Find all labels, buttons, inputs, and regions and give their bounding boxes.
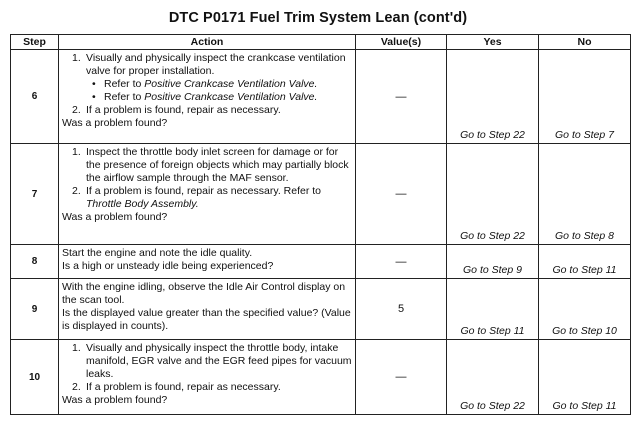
step-number: 10 (11, 340, 59, 415)
yes-action[interactable]: Go to Step 22 (447, 50, 539, 144)
bullet-prefix: Refer to (104, 91, 145, 103)
table-row (11, 340, 631, 415)
action-item: Inspect the throttle body inlet screen for damage or for the presence of foreign objects which may partially block the airflow sample through the MAF sensor. (86, 146, 349, 184)
question-text: Is the displayed value greater than the specified value? (Value is displayed in counts). (62, 307, 351, 332)
action-cell (59, 50, 356, 144)
header-step: Step (11, 35, 59, 50)
no-action[interactable]: Go to Step 8 (539, 144, 631, 245)
yes-action[interactable]: Go to Step 22 (447, 340, 539, 415)
value-cell: — (356, 340, 447, 415)
item-number: 2. (72, 104, 81, 116)
question-text: Was a problem found? (62, 394, 168, 406)
bullet-prefix: Refer to (104, 78, 145, 90)
item-number: 2. (72, 381, 81, 393)
action-cell (59, 279, 356, 340)
reference-link[interactable]: Positive Crankcase Ventilation Valve. (144, 78, 318, 90)
action-cell (59, 144, 356, 245)
no-action[interactable]: Go to Step 7 (539, 50, 631, 144)
table-row (11, 50, 631, 144)
item-number: 1. (72, 52, 81, 64)
action-item: Visually and physically inspect the crankcase ventilation valve for proper installation. (86, 52, 346, 77)
value-cell: — (356, 245, 447, 279)
item-number: 1. (72, 342, 81, 354)
yes-action[interactable]: Go to Step 11 (447, 279, 539, 340)
table-row (11, 144, 631, 245)
action-line: With the engine idling, observe the Idle Air Control display on the scan tool. (62, 281, 346, 306)
header-values: Value(s) (356, 35, 447, 50)
step-number: 8 (11, 245, 59, 279)
item-number: 1. (72, 146, 81, 158)
bullet-icon: • (92, 91, 96, 103)
no-action[interactable]: Go to Step 11 (539, 340, 631, 415)
action-item: If a problem is found, repair as necessary. Refer to (86, 185, 321, 197)
value-cell: 5 (356, 279, 447, 340)
value-cell: — (356, 50, 447, 144)
question-text: Is a high or unsteady idle being experienced? (62, 260, 274, 272)
header-yes: Yes (447, 35, 539, 50)
header-no: No (539, 35, 631, 50)
action-item: If a problem is found, repair as necessary. (86, 104, 281, 116)
step-number: 6 (11, 50, 59, 144)
page-title: DTC P0171 Fuel Trim System Lean (cont'd) (168, 10, 468, 26)
step-number: 7 (11, 144, 59, 245)
question-text: Was a problem found? (62, 117, 168, 129)
value-cell: — (356, 144, 447, 245)
no-action[interactable]: Go to Step 11 (539, 245, 631, 279)
reference-link[interactable]: Throttle Body Assembly. (86, 198, 199, 210)
table-header-row (11, 35, 631, 50)
item-number: 2. (72, 185, 81, 197)
action-cell (59, 245, 356, 279)
action-item: Visually and physically inspect the throttle body, intake manifold, EGR valve and the EGR feed pipes for vacuum leaks. (86, 342, 352, 380)
yes-action[interactable]: Go to Step 9 (447, 245, 539, 279)
header-action: Action (59, 35, 356, 50)
action-item: If a problem is found, repair as necessary. (86, 381, 281, 393)
table-row (11, 279, 631, 340)
step-number: 9 (11, 279, 59, 340)
action-cell (59, 340, 356, 415)
yes-action[interactable]: Go to Step 22 (447, 144, 539, 245)
bullet-icon: • (92, 78, 96, 90)
table-row (11, 245, 631, 279)
reference-link[interactable]: Positive Crankcase Ventilation Valve. (144, 91, 318, 103)
question-text: Was a problem found? (62, 211, 168, 223)
diagnostic-table (10, 34, 631, 415)
no-action[interactable]: Go to Step 10 (539, 279, 631, 340)
action-line: Start the engine and note the idle quality. (62, 247, 253, 259)
